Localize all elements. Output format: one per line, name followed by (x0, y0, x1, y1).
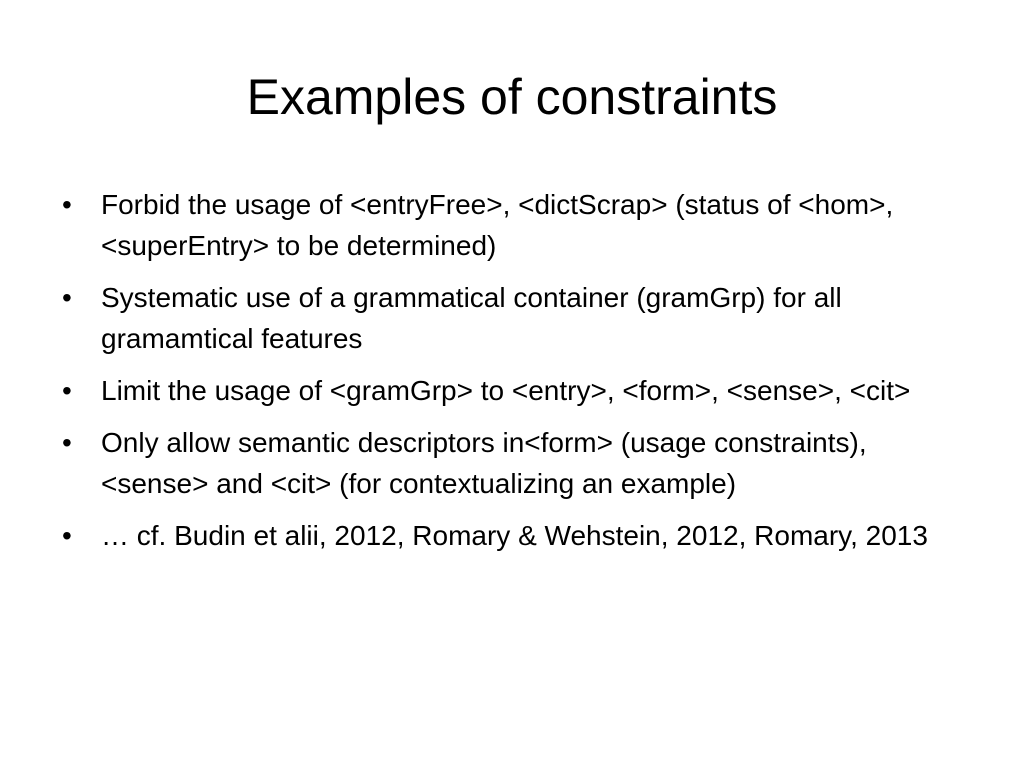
bullet-item (62, 184, 962, 266)
bullet-marker: • (62, 520, 72, 551)
bullet-item (62, 515, 962, 556)
bullet-marker: • (62, 189, 72, 220)
bullet-marker: • (62, 282, 72, 313)
bullet-list (62, 184, 962, 567)
slide-title: Examples of constraints (246, 69, 778, 125)
bullet-item (62, 277, 962, 359)
bullet-text: Only allow semantic descriptors in<form> (usage constraints), <sense> and <cit> (for contextualizing an example) (101, 427, 867, 499)
bullet-marker: • (62, 427, 72, 458)
bullet-marker: • (62, 375, 72, 406)
bullet-text: Forbid the usage of <entryFree>, <dictScrap> (status of <hom>, <superEntry> to be determined) (101, 189, 894, 261)
bullet-text: Systematic use of a grammatical container (gramGrp) for all gramamtical features (101, 282, 842, 354)
bullet-item (62, 422, 962, 504)
bullet-text: … cf. Budin et alii, 2012, Romary & Wehstein, 2012, Romary, 2013 (101, 520, 928, 551)
bullet-text: Limit the usage of <gramGrp> to <entry>, <form>, <sense>, <cit> (101, 375, 911, 406)
bullet-item (62, 370, 962, 411)
